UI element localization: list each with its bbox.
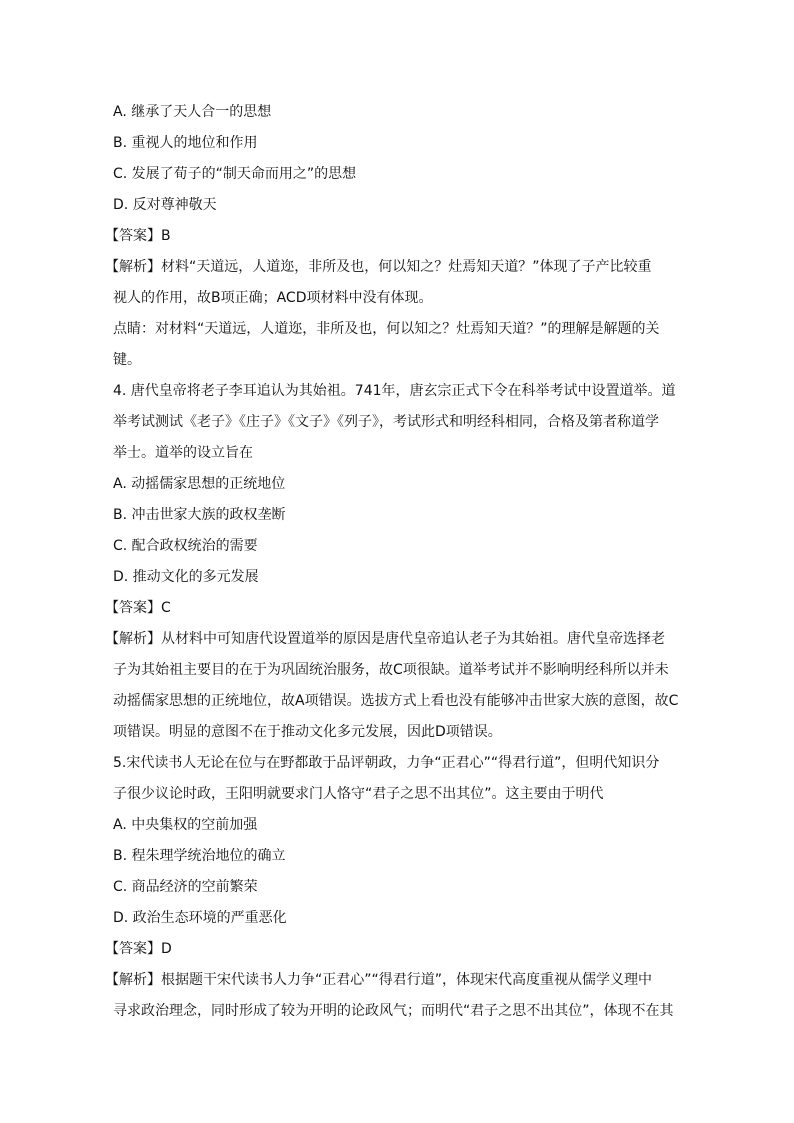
option-d-line: D. 反对尊神敬天 — [113, 197, 217, 213]
option-d-line: D. 政治生态环境的严重恶化 — [113, 910, 287, 926]
analysis-line: 视人的作用，故B项正确；ACD项材料中没有体现。 — [113, 290, 433, 306]
option-b-line: B. 冲击世家大族的政权垄断 — [113, 507, 286, 523]
question-line: 4. 唐代皇帝将老子李耳追认为其始祖。741年，唐玄宗正式下令在科举考试中设置道举。道 — [113, 383, 676, 399]
question-line: 子很少议论时政，王阳明就要求门人恪守“君子之思不出其位”。这主要由于明代 — [113, 786, 604, 802]
option-b-line: B. 程朱理学统治地位的确立 — [113, 848, 286, 864]
analysis-line: 子为其始祖主要目的在于为巩固统治服务，故C项很缺。道举考试并不影响明经科所以并未 — [113, 662, 669, 678]
question-line: 举考试测试《老子》《庄子》《文子》《列子》，考试形式和明经科相同，合格及第者称道学 — [113, 414, 659, 430]
option-d-line: D. 推动文化的多元发展 — [113, 569, 259, 585]
note-line: 点睛：对材料“天道远，人道迩，非所及也，何以知之？灶焉知天道？”的理解是解题的关 — [113, 321, 660, 337]
question-line: 举士。道举的设立旨在 — [113, 445, 253, 461]
answer-line: 【答案】C — [105, 600, 171, 616]
analysis-line: 【解析】材料“天道远，人道迩，非所及也，何以知之？灶焉知天道？”体现了子产比较重 — [105, 259, 652, 275]
option-b-line: B. 重视人的地位和作用 — [113, 135, 258, 151]
answer-line: 【答案】B — [105, 228, 171, 244]
analysis-line: 项错误。明显的意图不在于推动文化多元发展，因此D项错误。 — [113, 724, 502, 740]
option-a-line: A. 中央集权的空前加强 — [113, 817, 258, 833]
option-a-line: A. 继承了天人合一的思想 — [113, 104, 272, 120]
analysis-line: 【解析】根据题干宋代读书人力争“正君心”“得君行道”，体现宋代高度重视从儒学义理中 — [105, 972, 653, 988]
option-a-line: A. 动摇儒家思想的正统地位 — [113, 476, 286, 492]
option-c-line: C. 配合政权统治的需要 — [113, 538, 258, 554]
note-line: 键。 — [113, 352, 141, 368]
option-c-line: C. 发展了荀子的“制天命而用之”的思想 — [113, 166, 357, 182]
answer-line: 【答案】D — [105, 941, 172, 957]
analysis-line: 寻求政治理念，同时形成了较为开明的论政风气；而明代“君子之思不出其位”，体现不在其 — [113, 1003, 674, 1019]
analysis-line: 【解析】从材料中可知唐代设置道举的原因是唐代皇帝追认老子为其始祖。唐代皇帝选择老 — [105, 631, 665, 647]
option-c-line: C. 商品经济的空前繁荣 — [113, 879, 258, 895]
analysis-line: 动摇儒家思想的正统地位，故A项错误。选拔方式上看也没有能够冲击世家大族的意图，故C — [113, 693, 679, 709]
question-line: 5.宋代读书人无论在位与在野都敢于品评朝政，力争“正君心”“得君行道”，但明代知识分 — [113, 755, 660, 771]
